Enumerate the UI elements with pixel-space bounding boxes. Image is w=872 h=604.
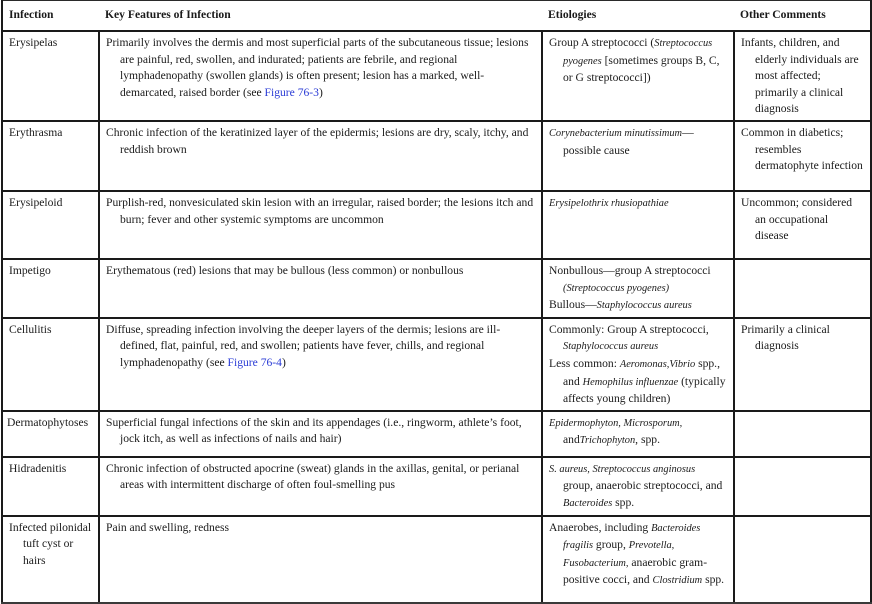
cell-features bbox=[99, 259, 542, 318]
cell-etiology bbox=[542, 457, 734, 516]
etiology-text: Erysipelothrix rhusiopathiae bbox=[549, 197, 669, 209]
cell-comments bbox=[734, 259, 871, 318]
table-row bbox=[2, 411, 871, 457]
figure-link[interactable]: Figure 76-3 bbox=[264, 85, 319, 99]
cell-etiology bbox=[542, 259, 734, 318]
cell-features bbox=[99, 318, 542, 411]
table-row bbox=[2, 457, 871, 516]
etiology-line-common: Commonly: Group A streptococci, Staphylococcus aureus bbox=[549, 322, 709, 353]
cell-etiology bbox=[542, 31, 734, 121]
table-row bbox=[2, 191, 871, 259]
cell-infection bbox=[2, 411, 99, 457]
cell-etiology bbox=[542, 411, 734, 457]
etiology-line-less-common: Less common: Aeromonas,Vibrio spp., and Hemophilus influenzae (typically affects young children) bbox=[549, 356, 726, 406]
cell-infection bbox=[2, 318, 99, 411]
infection-name: Erysipeloid bbox=[9, 195, 63, 209]
cell-etiology bbox=[542, 516, 734, 603]
cell-infection bbox=[2, 191, 99, 259]
cell-infection bbox=[2, 259, 99, 318]
etiology-text: Epidermophyton, Microsporum, andTrichophyton, spp. bbox=[549, 417, 683, 447]
cell-etiology bbox=[542, 191, 734, 259]
etiology-text: S. aureus, Streptococcus anginosus group, anaerobic streptococci, and Bacteroides spp. bbox=[549, 463, 723, 509]
header-other-comments: Other Comments bbox=[734, 1, 871, 32]
cell-comments bbox=[734, 318, 871, 411]
table-row bbox=[2, 31, 871, 121]
cell-infection bbox=[2, 516, 99, 603]
cell-comments bbox=[734, 457, 871, 516]
cell-comments bbox=[734, 191, 871, 259]
infection-name: Cellulitis bbox=[9, 322, 52, 336]
header-key-features: Key Features of Infection bbox=[99, 1, 542, 32]
infection-name: Impetigo bbox=[9, 263, 51, 277]
features-text: Erythematous (red) lesions that may be bullous (less common) or nonbullous bbox=[106, 263, 464, 277]
cell-comments bbox=[734, 411, 871, 457]
infection-name: Erysipelas bbox=[9, 36, 58, 49]
cell-etiology bbox=[542, 121, 734, 191]
etiology-text: Group A streptococci (Streptococcus pyogenes [sometimes groups B, C, or G streptococci]) bbox=[549, 36, 720, 85]
table-row bbox=[2, 121, 871, 191]
cell-infection bbox=[2, 457, 99, 516]
features-text: Pain and swelling, redness bbox=[106, 520, 230, 534]
table-row bbox=[2, 259, 871, 318]
cell-comments bbox=[734, 31, 871, 121]
cell-features bbox=[99, 457, 542, 516]
comments-text: Common in diabetics; resembles dermatophyte infection bbox=[741, 125, 863, 173]
features-text: Primarily involves the dermis and most superficial parts of the subcutaneous tissue; lesions are painful, red, swollen, and indurated; patients are febrile, and regional lymphadenopathy (swollen glands) is often present; lesion has a marked, well-demarcated, raised border (see Figure 76-3) bbox=[106, 36, 529, 99]
features-text: Diffuse, spreading infection involving the deeper layers of the dermis; lesions are ill-defined, flat, painful, red, and swollen; patients have fever, chills, and regional lymphadenopathy (see Figure 76-4) bbox=[106, 322, 501, 369]
infection-name: Dermatophytoses bbox=[7, 415, 89, 429]
infection-name: Erythrasma bbox=[9, 125, 63, 139]
features-text: Superficial fungal infections of the skin and its appendages (i.e., ringworm, athlete’s foot, jock itch, as well as infections of nails and hair) bbox=[106, 415, 522, 446]
table-row bbox=[2, 318, 871, 411]
infection-name: Hidradenitis bbox=[9, 461, 67, 475]
comments-text: Uncommon; considered an occupational disease bbox=[741, 195, 853, 243]
features-text: Chronic infection of the keratinized layer of the epidermis; lesions are dry, scaly, itchy, and reddish brown bbox=[106, 125, 529, 156]
cell-features bbox=[99, 516, 542, 603]
infection-name: Infected pilonidal tuft cyst or hairs bbox=[9, 520, 92, 567]
cell-features bbox=[99, 191, 542, 259]
cell-infection bbox=[2, 121, 99, 191]
cell-features bbox=[99, 121, 542, 191]
etiology-text: Corynebacterium minutissimum—possible cause bbox=[549, 125, 694, 157]
features-text: Purplish-red, nonvesiculated skin lesion with an irregular, raised border; the lesions itch and burn; fever and other systemic symptoms are uncommon bbox=[106, 195, 534, 226]
cell-features bbox=[99, 31, 542, 121]
header-etiologies: Etiologies bbox=[542, 1, 734, 32]
table-header-row bbox=[2, 1, 871, 32]
features-text: Chronic infection of obstructed apocrine (sweat) glands in the axillas, genital, or perianal areas with intermittent discharge of often foul-smelling pus bbox=[106, 461, 520, 492]
comments-text: Primarily a clinical diagnosis bbox=[741, 322, 830, 353]
figure-link[interactable]: Figure 76-4 bbox=[227, 355, 282, 369]
comments-text: Infants, children, and elderly individuals are most affected; primarily a clinical diagnosis bbox=[741, 36, 859, 116]
infection-table bbox=[1, 0, 872, 604]
header-infection: Infection bbox=[2, 1, 99, 32]
cell-etiology bbox=[542, 318, 734, 411]
etiology-line-bullous: Bullous—Staphylococcus aureus bbox=[549, 298, 692, 312]
cell-comments bbox=[734, 121, 871, 191]
cell-infection bbox=[2, 31, 99, 121]
etiology-text: Anaerobes, including Bacteroides fragilis group, Prevotella, Fusobacterium, anaerobic gram-positive cocci, and Clostridium spp. bbox=[549, 520, 725, 587]
table-row bbox=[2, 516, 871, 603]
cell-features bbox=[99, 411, 542, 457]
etiology-line-nonbullous: Nonbullous—group A streptococci (Streptococcus pyogenes) bbox=[549, 263, 711, 294]
cell-comments bbox=[734, 516, 871, 603]
